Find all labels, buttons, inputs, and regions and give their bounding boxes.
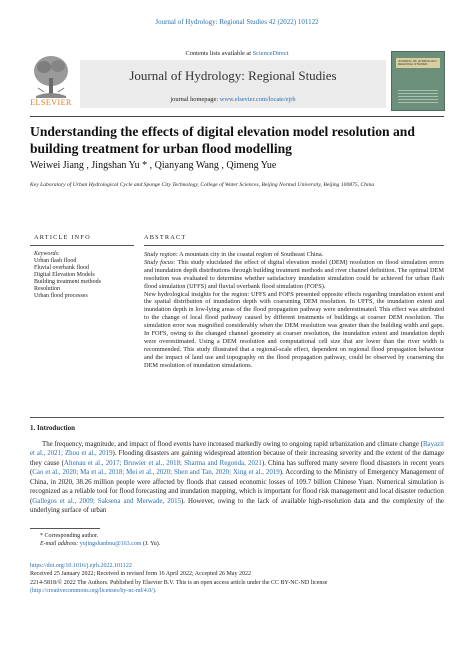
sciencedirect-link[interactable]: ScienceDirect (252, 50, 289, 57)
homepage-prefix: journal homepage: (170, 96, 220, 103)
contents-line (30, 50, 444, 57)
intro-text: ). However, owing to the lack of available high-resolution data and the complexity of the underlying surface of urban (30, 497, 444, 515)
study-region-label: Study region: (144, 251, 178, 258)
homepage-link[interactable]: www.elsevier.com/locate/ejrh (219, 96, 296, 103)
study-focus-text: This study elucidated the effect of digital elevation model (DEM) resolution on flood simulation errors and inundation depth distributions through building treatment methods and river channel definition. The optimal DEM resolution was evaluated to determine whether satisfactory inundation simulation could be achieved for urban flash flood simulation (UFFS) and fluvial overbank flood simulation (FOFS). (144, 258, 445, 290)
email-suffix: (J. Yu). (141, 541, 161, 547)
cover-lines (398, 90, 438, 104)
received-dates: Received 25 January 2022; Received in revised form 16 April 2022; Accepted 26 May 2022 (30, 571, 251, 578)
keyword-item: Resolution (34, 286, 61, 292)
abstract-heading: ABSTRACT (144, 234, 187, 241)
study-focus (144, 259, 444, 291)
article-title: Understanding the effects of digital elevation model resolution and building treatment for urban flood modelling (30, 124, 415, 156)
keyword-item: Digital Elevation Models (34, 272, 95, 278)
introduction-paragraph (30, 440, 444, 516)
citation-link[interactable]: Bayazit et al., 2021; Zhou et al., 2019 (30, 441, 444, 458)
study-focus-label: Study focus: (144, 258, 176, 266)
citation-link[interactable]: Altenau et al., 2017; Bruwier et al., 2018; Sharma and Regonda, 2021 (63, 459, 262, 467)
abstract-body (144, 251, 444, 370)
intro-text: ). China has suffered many severe flood disasters in recent years ( (30, 459, 444, 477)
intro-text: ). Flooding disasters are gaining widespread attention because of their increasing severity and the extent of the damage they cause ( (30, 450, 445, 467)
publisher-name: ELSEVIER (30, 98, 72, 107)
header-rule (30, 116, 444, 117)
email-line (30, 540, 444, 548)
info-rule (30, 245, 134, 246)
keyword-item: Building treatment methods (34, 279, 101, 285)
contents-prefix: Contents lists available at (185, 50, 253, 57)
journal-cover-thumbnail[interactable] (391, 51, 445, 111)
journal-title[interactable]: Journal of Hydrology: Regional Studies (129, 68, 337, 83)
study-region (144, 251, 444, 259)
email-label: E-mail address: (40, 541, 80, 547)
article-info-heading: ARTICLE INFO (34, 234, 91, 241)
study-region-text: A mountain city in the coastal region of Southeast China. (177, 251, 324, 258)
email-link[interactable]: yujingshanbnu@163.com (79, 541, 142, 547)
keyword-item: Urban flash flood (34, 258, 77, 264)
citation-link[interactable]: Gallegos et al., 2009; Saksena and Merwade, 2015 (32, 497, 181, 505)
keyword-item: Urban flood processes (34, 293, 88, 299)
affiliation: Key Laboratory of Urban Hydrological Cycle and Sponge City Technology, College of Water Sciences, Beijing Normal University, Beijing 100875, China (30, 182, 375, 188)
keywords-label: Keywords: (34, 251, 60, 257)
abstract-bottom-rule (30, 417, 444, 418)
citation-link[interactable]: Cao et al., 2020; Ma et al., 2018; Mei et al., 2020; Shen and Tan, 2020; Xing et al., 2019 (32, 469, 280, 477)
running-head[interactable]: Journal of Hydrology: Regional Studies 42 (2022) 101122 (155, 18, 319, 26)
intro-text: ). According to the Ministry of Emergency Management of China, in 2020, 38.26 million people were affected by floods that caused economic losses of 109.7 billion Chinese Yuan. Numerical simulation is recognized as a reliable tool for flood forecasting and inundation mapping, which is important for flood risk management and local disaster reduction ( (30, 469, 445, 505)
license-link[interactable]: (http://creativecommons.org/licenses/by-nc-nd/4.0/). (30, 587, 157, 594)
abstract-rule (144, 245, 444, 246)
footnote-rule (30, 528, 100, 529)
homepage-line (80, 96, 386, 103)
license-statement: 2214-5818/© 2022 The Authors. Published by Elsevier B.V. This is an open access article under the CC BY-NC-ND license (30, 579, 328, 586)
section-heading-introduction: 1. Introduction (30, 424, 75, 432)
hydrological-insights: New hydrological insights for the region: UFFS and FOFS presented opposite effects regarding inundation extent and the spatial distribution of inundation depth with coarsening DEM resolution. In UFFS, the inundation extent and inundation depth in low-lying areas of the flood propagation pathway were underestimated. This effect was attributed to the change of local flood pathway caused by different treatments of buildings at coarser DEM resolution. The simulation error was magnified considerably when the DEM resolution was greater than the building width and gaps. In FOFS, owing to the changed channel geometry at coarser resolution, the inundation extent and inundation depth were overestimated. Using a DEM resolution and computational cell size that are lower than the river width is recommended. This study illustrated that a regional-scale effect, dependent on regional flood propagation behaviour and the impact of land use and topography on the flood propagation pathway, could be observed by coarsening the DEM resolution of inundation simulations. (144, 290, 444, 369)
publication-info (30, 562, 444, 595)
intro-text: The frequency, magnitude, and impact of flood events have increased markedly owing to ongoing rapid urbanization and climate change ( (42, 441, 423, 448)
cover-text: JOURNAL OF HYDROLOGY: REGIONAL STUDIES (398, 59, 438, 67)
journal-banner (30, 48, 444, 114)
author-list: Weiwei Jiang , Jingshan Yu * , Qianyang Wang , Qimeng Yue (30, 160, 277, 171)
keyword-item: Fluvial overbank flood (34, 265, 89, 271)
corresponding-author-note: * Corresponding author. (40, 533, 99, 539)
doi-link[interactable]: https://doi.org/10.1016/j.ejrh.2022.101122 (30, 563, 132, 569)
footnote (30, 532, 444, 548)
